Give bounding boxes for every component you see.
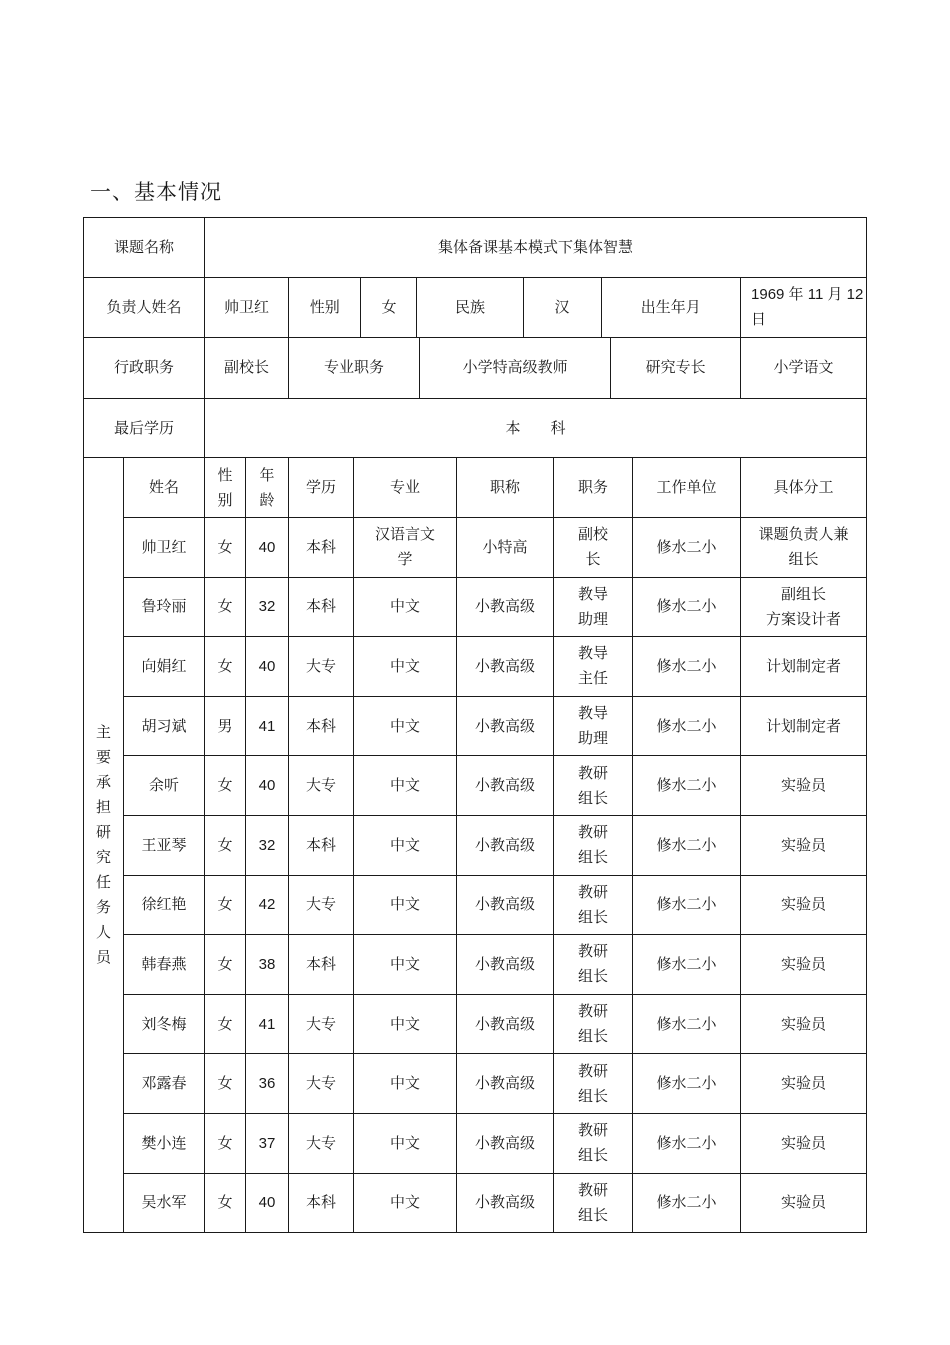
member-task: 副组长 方案设计者 — [741, 577, 867, 637]
member-task: 实验员 — [741, 1173, 867, 1233]
member-duty: 教研组长 — [554, 815, 633, 875]
leader-label: 负责人姓名 — [84, 277, 205, 338]
member-title: 小教高级 — [457, 696, 554, 756]
member-age: 40 — [246, 517, 289, 577]
ethnicity-value: 汉 — [523, 278, 601, 338]
member-name: 邓露春 — [124, 1054, 205, 1114]
member-age: 40 — [246, 756, 289, 816]
member-gender: 女 — [205, 994, 246, 1054]
member-task: 实验员 — [741, 875, 867, 935]
member-unit: 修水二小 — [633, 1113, 741, 1173]
member-row — [84, 815, 867, 875]
member-task: 实验员 — [741, 994, 867, 1054]
member-name: 樊小连 — [124, 1113, 205, 1173]
research-label: 研究专长 — [645, 358, 706, 377]
members-header-row — [84, 458, 867, 518]
member-duty: 教研组长 — [554, 1173, 633, 1233]
member-unit: 修水二小 — [633, 637, 741, 697]
research-value: 小学语文 — [741, 338, 867, 399]
member-major: 中文 — [354, 577, 457, 637]
member-age: 36 — [246, 1054, 289, 1114]
member-major: 中文 — [354, 994, 457, 1054]
basic-info-table — [83, 217, 867, 1233]
member-education: 本科 — [289, 696, 354, 756]
member-name: 吴水军 — [124, 1173, 205, 1233]
education-row — [84, 398, 867, 458]
section-title: 一、基本情况 — [90, 180, 222, 204]
member-unit: 修水二小 — [633, 756, 741, 816]
member-age: 42 — [246, 875, 289, 935]
leader-name: 帅卫红 — [205, 277, 289, 338]
member-unit: 修水二小 — [633, 1173, 741, 1233]
member-name: 帅卫红 — [124, 517, 205, 577]
admin-value: 副校长 — [205, 338, 289, 399]
member-title: 小教高级 — [457, 935, 554, 995]
member-age: 38 — [246, 935, 289, 995]
member-duty: 教导助理 — [554, 696, 633, 756]
member-education: 大专 — [289, 875, 354, 935]
member-education: 本科 — [289, 1173, 354, 1233]
member-gender: 女 — [205, 577, 246, 637]
member-duty: 副校长 — [554, 517, 633, 577]
member-major: 中文 — [354, 637, 457, 697]
member-unit: 修水二小 — [633, 517, 741, 577]
member-education: 本科 — [289, 517, 354, 577]
member-major: 中文 — [354, 935, 457, 995]
education-value: 本 科 — [205, 398, 867, 458]
member-education: 大专 — [289, 637, 354, 697]
member-row — [84, 577, 867, 637]
member-education: 本科 — [289, 935, 354, 995]
prof-label: 专业职务 — [289, 338, 419, 398]
member-name: 徐红艳 — [124, 875, 205, 935]
member-task: 实验员 — [741, 815, 867, 875]
member-task: 课题负责人兼组长 — [741, 517, 867, 577]
header-task: 具体分工 — [741, 458, 867, 518]
member-gender: 女 — [205, 1054, 246, 1114]
member-major: 中文 — [354, 815, 457, 875]
member-name: 胡习斌 — [124, 696, 205, 756]
member-title: 小教高级 — [457, 994, 554, 1054]
member-task: 计划制定者 — [741, 637, 867, 697]
member-gender: 女 — [205, 756, 246, 816]
member-name: 刘冬梅 — [124, 994, 205, 1054]
member-name: 余听 — [124, 756, 205, 816]
birth-label: 出生年月 — [640, 297, 701, 316]
member-row — [84, 696, 867, 756]
member-major: 汉语言文学 — [354, 517, 457, 577]
member-name: 王亚琴 — [124, 815, 205, 875]
member-unit: 修水二小 — [633, 696, 741, 756]
member-education: 大专 — [289, 994, 354, 1054]
member-unit: 修水二小 — [633, 577, 741, 637]
member-duty: 教导主任 — [554, 637, 633, 697]
member-title: 小教高级 — [457, 756, 554, 816]
member-duty: 教研组长 — [554, 994, 633, 1054]
member-row — [84, 1173, 867, 1233]
member-title: 小教高级 — [457, 1054, 554, 1114]
member-row — [84, 1113, 867, 1173]
member-unit: 修水二小 — [633, 1054, 741, 1114]
member-row — [84, 935, 867, 995]
member-title: 小教高级 — [457, 577, 554, 637]
members-group-label: 主要承担研究任务人员 — [84, 458, 124, 1233]
header-duty: 职务 — [554, 458, 633, 518]
member-duty: 教研组长 — [554, 1113, 633, 1173]
prof-value: 小学特高级教师 — [419, 338, 610, 398]
member-education: 大专 — [289, 1113, 354, 1173]
header-title: 职称 — [457, 458, 554, 518]
member-education: 本科 — [289, 577, 354, 637]
birth-value: 1969 年 11 月 12 日 — [741, 277, 867, 338]
member-gender: 女 — [205, 1113, 246, 1173]
member-row — [84, 1054, 867, 1114]
topic-value: 集体备课基本模式下集体智慧 — [205, 218, 867, 278]
member-name: 向娟红 — [124, 637, 205, 697]
member-gender: 女 — [205, 815, 246, 875]
member-duty: 教研组长 — [554, 935, 633, 995]
member-title: 小教高级 — [457, 875, 554, 935]
gender-label: 性别 — [289, 278, 361, 338]
member-major: 中文 — [354, 1113, 457, 1173]
member-title: 小特高 — [457, 517, 554, 577]
member-age: 40 — [246, 1173, 289, 1233]
member-major: 中文 — [354, 1054, 457, 1114]
member-title: 小教高级 — [457, 815, 554, 875]
member-gender: 女 — [205, 935, 246, 995]
member-duty: 教研组长 — [554, 1054, 633, 1114]
member-unit: 修水二小 — [633, 875, 741, 935]
member-unit: 修水二小 — [633, 815, 741, 875]
member-education: 本科 — [289, 815, 354, 875]
header-education: 学历 — [289, 458, 354, 518]
member-age: 41 — [246, 696, 289, 756]
member-task: 实验员 — [741, 756, 867, 816]
member-title: 小教高级 — [457, 1173, 554, 1233]
header-major: 专业 — [354, 458, 457, 518]
member-task: 实验员 — [741, 1113, 867, 1173]
member-gender: 女 — [205, 1173, 246, 1233]
admin-label: 行政职务 — [84, 338, 205, 399]
member-gender: 女 — [205, 875, 246, 935]
member-age: 40 — [246, 637, 289, 697]
member-gender: 女 — [205, 517, 246, 577]
topic-label: 课题名称 — [84, 218, 205, 278]
member-name: 鲁玲丽 — [124, 577, 205, 637]
member-age: 32 — [246, 815, 289, 875]
member-age: 37 — [246, 1113, 289, 1173]
member-age: 32 — [246, 577, 289, 637]
member-name: 韩春燕 — [124, 935, 205, 995]
leader-row — [84, 277, 867, 338]
member-education: 大专 — [289, 1054, 354, 1114]
education-label: 最后学历 — [84, 398, 205, 458]
header-gender: 性别 — [205, 458, 246, 518]
member-major: 中文 — [354, 756, 457, 816]
member-major: 中文 — [354, 1173, 457, 1233]
member-row — [84, 637, 867, 697]
member-title: 小教高级 — [457, 637, 554, 697]
member-title: 小教高级 — [457, 1113, 554, 1173]
member-duty: 教研组长 — [554, 756, 633, 816]
member-row — [84, 517, 867, 577]
member-unit: 修水二小 — [633, 994, 741, 1054]
member-task: 实验员 — [741, 1054, 867, 1114]
header-age: 年龄 — [246, 458, 289, 518]
member-row — [84, 756, 867, 816]
header-unit: 工作单位 — [633, 458, 741, 518]
position-row — [84, 338, 867, 399]
member-major: 中文 — [354, 875, 457, 935]
topic-row — [84, 218, 867, 278]
member-duty: 教研组长 — [554, 875, 633, 935]
member-row — [84, 875, 867, 935]
member-duty: 教导助理 — [554, 577, 633, 637]
member-major: 中文 — [354, 696, 457, 756]
member-age: 41 — [246, 994, 289, 1054]
ethnicity-label: 民族 — [417, 278, 523, 338]
member-row — [84, 994, 867, 1054]
member-education: 大专 — [289, 756, 354, 816]
member-gender: 女 — [205, 637, 246, 697]
member-unit: 修水二小 — [633, 935, 741, 995]
member-task: 计划制定者 — [741, 696, 867, 756]
member-task: 实验员 — [741, 935, 867, 995]
header-name: 姓名 — [124, 458, 205, 518]
gender-value: 女 — [361, 278, 417, 338]
member-gender: 男 — [205, 696, 246, 756]
